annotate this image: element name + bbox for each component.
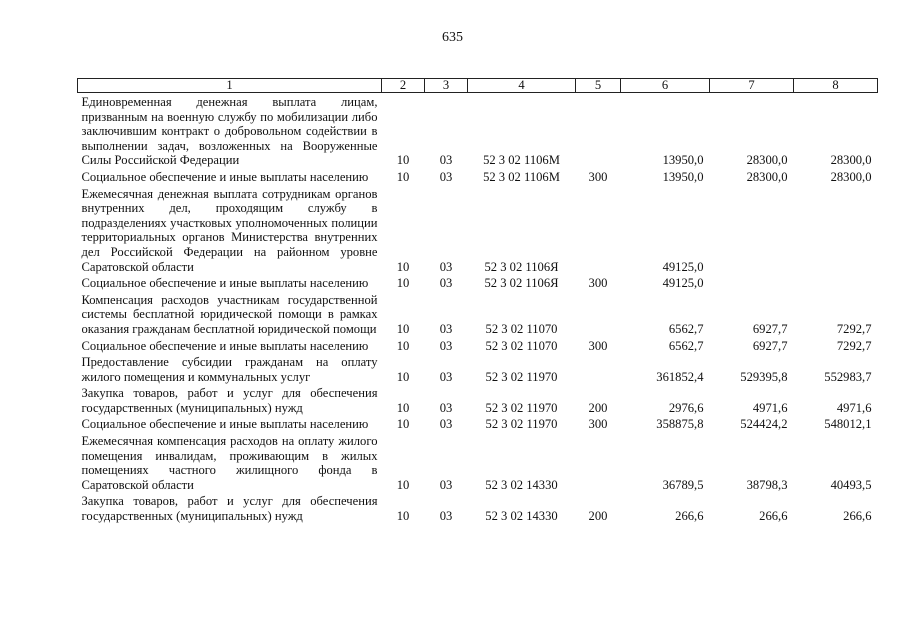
expense-type-code: 300	[588, 417, 608, 432]
target-article-code: 52 3 02 1106Я	[484, 259, 559, 274]
table-row	[78, 432, 878, 492]
table-row	[78, 168, 878, 185]
subsection-code: 03	[439, 369, 453, 384]
expense-type-code	[576, 353, 621, 384]
page-number: 635	[442, 30, 463, 45]
expense-type-code: 300	[588, 276, 608, 291]
row-name: Социальное обеспечение и иные выплаты населению	[81, 276, 369, 291]
expense-type-code	[576, 93, 621, 168]
amount-year-3: 552983,7	[824, 369, 872, 384]
col-header: 4	[468, 79, 576, 93]
amount-year-1: 36789,5	[662, 477, 704, 492]
row-name: Социальное обеспечение и иные выплаты населению	[81, 169, 369, 184]
table-row	[78, 353, 878, 384]
row-name: Социальное обеспечение и иные выплаты населению	[81, 417, 369, 432]
amount-year-2: 524424,2	[740, 417, 788, 432]
table-row	[78, 291, 878, 337]
section-code: 10	[396, 369, 410, 384]
target-article-code: 52 3 02 11070	[485, 321, 558, 336]
subsection-code: 03	[439, 338, 453, 353]
subsection-code: 03	[439, 477, 453, 492]
section-code: 10	[396, 338, 410, 353]
section-code: 10	[396, 153, 410, 168]
amount-year-1: 266,6	[675, 509, 704, 524]
section-code: 10	[396, 477, 410, 492]
target-article-code: 52 3 02 11970	[485, 369, 558, 384]
section-code: 10	[396, 509, 410, 524]
subsection-code: 03	[439, 509, 453, 524]
amount-year-1: 49125,0	[662, 259, 704, 274]
subsection-code: 03	[439, 259, 453, 274]
expense-type-code: 300	[588, 169, 608, 184]
row-name: Закупка товаров, работ и услуг для обеспечения государственных (муниципальных) нужд	[81, 494, 378, 524]
header-row	[78, 79, 878, 93]
col-header: 2	[382, 79, 425, 93]
subsection-code: 03	[439, 417, 453, 432]
expense-type-code: 200	[588, 400, 608, 415]
table-row	[78, 93, 878, 168]
amount-year-2: 266,6	[759, 509, 788, 524]
amount-year-2: 529395,8	[740, 369, 788, 384]
section-code: 10	[396, 321, 410, 336]
amount-year-3: 4971,6	[836, 400, 872, 415]
amount-year-3: 266,6	[843, 509, 872, 524]
amount-year-3: 7292,7	[836, 338, 872, 353]
target-article-code: 52 3 02 1106М	[483, 169, 560, 184]
amount-year-3: 7292,7	[836, 321, 872, 336]
target-article-code: 52 3 02 1106М	[483, 153, 560, 168]
amount-year-1: 6562,7	[668, 338, 704, 353]
target-article-code: 52 3 02 14330	[485, 477, 558, 492]
amount-year-1: 13950,0	[662, 169, 704, 184]
amount-year-2: 28300,0	[746, 169, 788, 184]
target-article-code: 52 3 02 14330	[485, 509, 558, 524]
col-header: 8	[794, 79, 878, 93]
amount-year-2: 4971,6	[752, 400, 788, 415]
section-code: 10	[396, 417, 410, 432]
subsection-code: 03	[439, 153, 453, 168]
amount-year-2: 38798,3	[746, 477, 788, 492]
col-header: 5	[576, 79, 621, 93]
subsection-code: 03	[439, 321, 453, 336]
target-article-code: 52 3 02 11970	[485, 417, 558, 432]
amount-year-1: 2976,6	[668, 400, 704, 415]
expense-type-code: 200	[588, 509, 608, 524]
amount-year-1: 49125,0	[662, 276, 704, 291]
section-code: 10	[396, 276, 410, 291]
amount-year-3: 28300,0	[830, 153, 872, 168]
expense-type-code	[576, 185, 621, 275]
row-name: Компенсация расходов участникам государственной системы бесплатной юридической помощи в рамках оказания гражданам бесплатной юридической помощи	[81, 292, 378, 336]
section-code: 10	[396, 259, 410, 274]
table-row	[78, 415, 878, 432]
amount-year-3: 548012,1	[824, 417, 872, 432]
budget-table	[77, 78, 878, 524]
expense-type-code	[576, 291, 621, 337]
section-code: 10	[396, 169, 410, 184]
col-header: 1	[78, 79, 382, 93]
row-name: Предоставление субсидии гражданам на оплату жилого помещения и коммунальных услуг	[81, 355, 378, 384]
table-row	[78, 337, 878, 354]
section-code: 10	[396, 400, 410, 415]
table-row	[78, 492, 878, 523]
amount-year-1: 13950,0	[662, 153, 704, 168]
table-row	[78, 185, 878, 275]
amount-year-3	[794, 185, 878, 275]
amount-year-2: 6927,7	[752, 321, 788, 336]
row-name: Социальное обеспечение и иные выплаты населению	[81, 338, 369, 353]
target-article-code: 52 3 02 11070	[485, 338, 558, 353]
row-name: Ежемесячная компенсация расходов на оплату жилого помещения инвалидам, проживающим в жилых помещениях частного жилищного фонда в Саратовской области	[81, 434, 378, 492]
subsection-code: 03	[439, 169, 453, 184]
amount-year-1: 358875,8	[656, 417, 704, 432]
col-header: 7	[710, 79, 794, 93]
table-row	[78, 384, 878, 415]
amount-year-2: 6927,7	[752, 338, 788, 353]
row-name: Закупка товаров, работ и услуг для обеспечения государственных (муниципальных) нужд	[81, 386, 378, 415]
col-header: 3	[425, 79, 468, 93]
amount-year-1: 361852,4	[656, 369, 704, 384]
amount-year-2	[710, 185, 794, 275]
amount-year-2: 28300,0	[746, 153, 788, 168]
subsection-code: 03	[439, 276, 453, 291]
expense-type-code: 300	[588, 338, 608, 353]
col-header: 6	[621, 79, 710, 93]
row-name: Ежемесячная денежная выплата сотрудникам органов внутренних дел, проходящим службу в подразделениях участковых уполномоченных полиции территориальных органов Министерства внутренних дел Российской Федерации на районном уровне Саратовской области	[81, 186, 378, 274]
expense-type-code	[576, 432, 621, 492]
target-article-code: 52 3 02 1106Я	[484, 276, 559, 291]
subsection-code: 03	[439, 400, 453, 415]
row-name: Единовременная денежная выплата лицам, призванным на военную службу по мобилизации либо заключившим контракт о добровольном содействии в выполнении задач, возложенных на Вооруженные Силы Российской Федерации	[81, 95, 378, 168]
target-article-code: 52 3 02 11970	[485, 400, 558, 415]
amount-year-2	[710, 274, 794, 291]
amount-year-3	[794, 274, 878, 291]
amount-year-3: 40493,5	[830, 477, 872, 492]
table-row	[78, 274, 878, 291]
amount-year-1: 6562,7	[668, 321, 704, 336]
amount-year-3: 28300,0	[830, 169, 872, 184]
